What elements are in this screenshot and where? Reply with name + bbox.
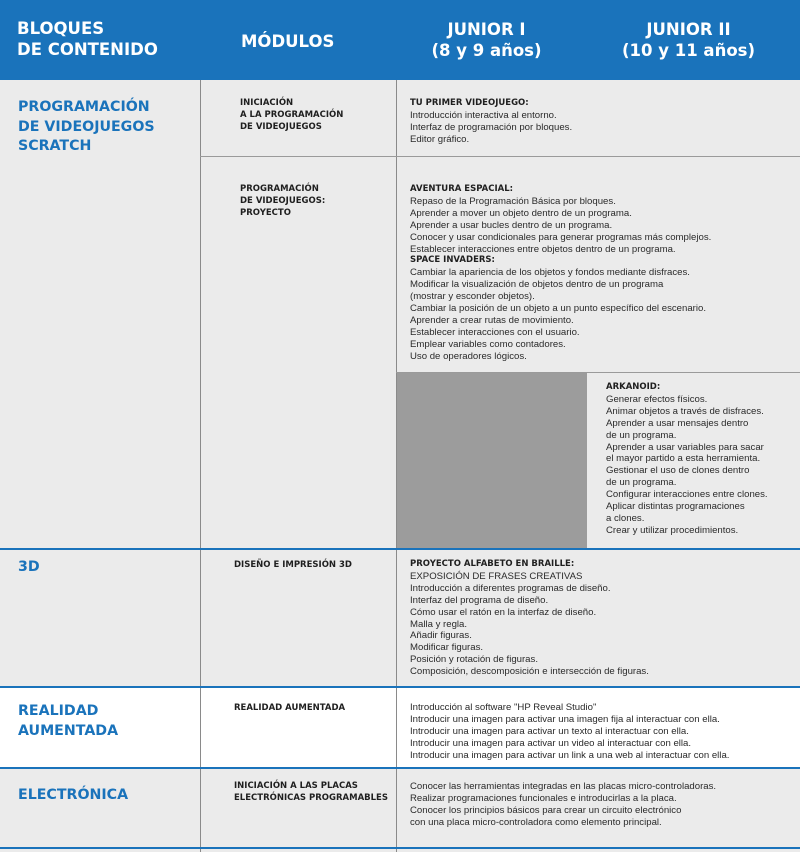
row-divider <box>396 372 800 373</box>
content-alfabeto-braille: PROYECTO ALFABETO EN BRAILLE: EXPOSICIÓN DE FRASES CREATIVAS Introducción a diferentes programas de diseño. Interfaz del programa de diseño. Cómo usar el ratón en la interfaz de diseño. Malla y regla. Añadir figuras. Modificar figuras. Posición y rotación de figuras. Composición, descomposición e intersección de figuras. <box>410 559 649 678</box>
module-proyecto: PROGRAMACIÓN DE VIDEOJUEGOS: PROYECTO <box>240 184 326 218</box>
header-modulos: MÓDULOS <box>241 32 335 51</box>
block-title-realidad-aumentada: REALIDAD AUMENTADA <box>18 703 119 739</box>
divider <box>200 80 201 548</box>
module-placas-electronicas: INICIACIÓN A LAS PLACAS ELECTRÓNICAS PROGRAMABLES <box>234 781 388 803</box>
module-iniciacion: INICIACIÓN A LA PROGRAMACIÓN DE VIDEOJUEGOS <box>240 98 344 132</box>
divider <box>396 550 397 686</box>
empty-cell-junior-1 <box>397 372 587 550</box>
next-block-edge <box>0 847 800 854</box>
content-hp-reveal: Introducción al software "HP Reveal Studio" Introducir una imagen para activar una imagen fija al interactuar con ella. Introducir una imagen para activar un texto al interactuar con ella. Introducir una imagen para activar un video al interactuar con ella. Introducir una imagen para activar un link a una web al interactuar con ella. <box>410 702 730 761</box>
block-scratch <box>0 78 800 548</box>
module-realidad-aumentada: REALIDAD AUMENTADA <box>234 703 346 713</box>
divider <box>200 688 201 767</box>
module-diseno-3d: DISEÑO E IMPRESIÓN 3D <box>234 560 352 570</box>
header-bloques: BLOQUES DE CONTENIDO <box>17 19 158 59</box>
divider <box>396 769 397 852</box>
content-placas: Conocer las herramientas integradas en las placas micro-controladoras. Realizar programaciones funcionales e introducirlas a la placa. Conocer los principios básicos para crear un circuito electrónico con una placa micro-controladora como elemento principal. <box>410 781 717 828</box>
table-header <box>0 0 800 78</box>
subtitle-space-invaders: SPACE INVADERS: <box>410 255 495 266</box>
divider <box>396 688 397 767</box>
block-title-electronica: ELECTRÓNICA <box>18 787 129 803</box>
row-divider <box>200 156 800 157</box>
block-title-3d: 3D <box>18 559 40 575</box>
content-arkanoid: ARKANOID: Generar efectos físicos. Animar objetos a través de disfraces. Aprender a usar mensajes dentro de un programa. Aprender a usar variables para sacar el mayor partido a esta herramienta. Gestionar el uso de clones dentro de un programa. Configurar interacciones entre clones. Aplicar distintas programaciones a clones. Crear y utilizar procedimientos. <box>606 382 768 536</box>
block-realidad-aumentada <box>0 686 800 767</box>
header-junior-2: JUNIOR II (10 y 11 años) <box>621 20 756 60</box>
header-junior-1: JUNIOR I (8 y 9 años) <box>431 20 542 60</box>
block-3d <box>0 548 800 686</box>
content-tu-primer-videojuego: TU PRIMER VIDEOJUEGO: Introducción interactiva al entorno. Interfaz de programación por bloques. Editor gráfico. <box>410 98 573 145</box>
block-electronica <box>0 767 800 852</box>
block-title-scratch: PROGRAMACIÓN DE VIDEOJUEGOS SCRATCH <box>18 99 155 154</box>
divider <box>200 550 201 686</box>
divider <box>200 769 201 852</box>
content-aventura-espacial: AVENTURA ESPACIAL: Repaso de la Programación Básica por bloques. Aprender a mover un objeto dentro de un programa. Aprender a usar bucles dentro de un programa. Conocer y usar condicionales para generar programas más complejos. Establecer interacciones entre objetos dentro de un programa. SPACE INVADERS: Cambiar la apariencia de los objetos y fondos mediante disfraces. Modificar la visualización de objetos dentro de un programa (mostrar y esconder objetos). Cambiar la posición de un objeto a un punto específico del escenario. Aprender a crear rutas de movimiento. Establecer interacciones con el usuario. Emplear variables como contadores. Uso de operadores lógicos. <box>410 184 712 362</box>
